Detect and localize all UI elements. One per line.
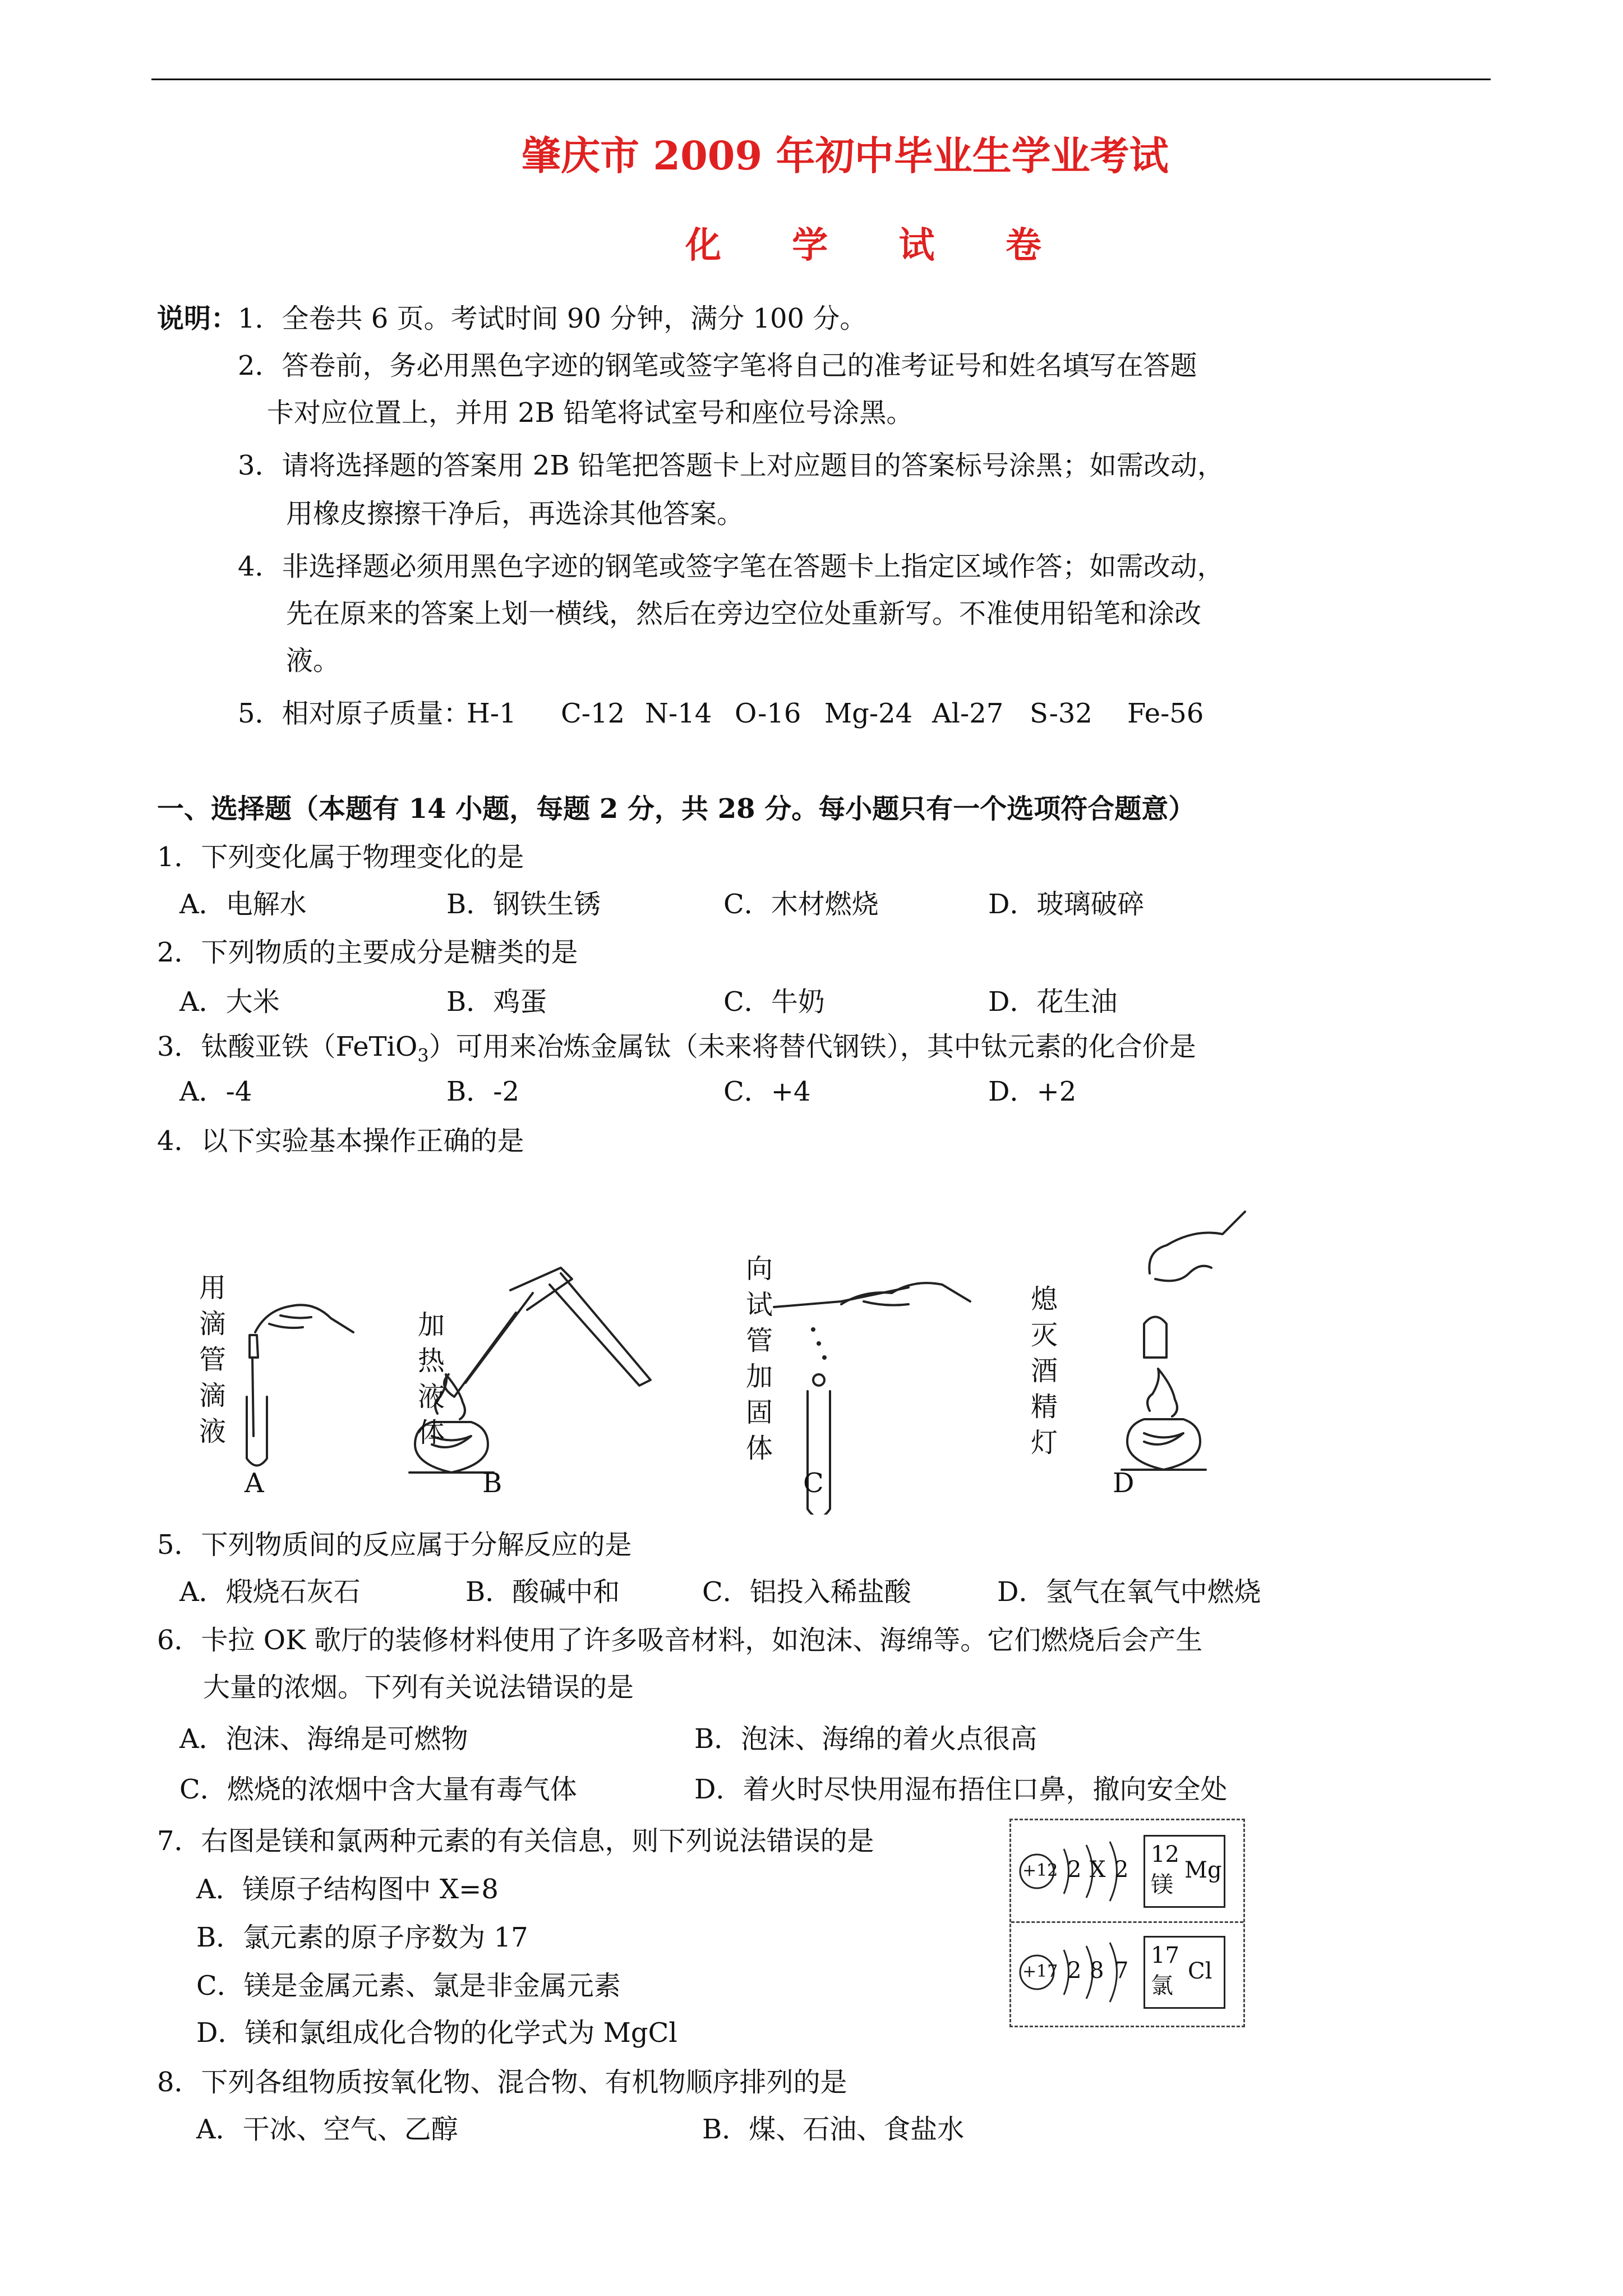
instruction-line: 用橡皮擦擦干净后，再选涂其他答案。 [286,498,744,530]
instruction-line: 1．全卷共 6 页。考试时间 90 分钟，满分 100 分。 [238,303,867,334]
question-stem: 5．下列物质间的反应属于分解反应的是 [157,1529,632,1561]
figure-d-drawing [1122,1212,1245,1470]
instruction-line: 4．非选择题必须用黑色字迹的钢笔或签字笔在答题卡上指定区域作答；如需改动， [238,551,1224,582]
cl-shell: 8 [1090,1958,1104,1984]
option-b: B．泡沫、海绵的着火点很高 [694,1723,1038,1755]
option-a: A．电解水 [179,889,307,920]
instruction-line: 3．请将选择题的答案用 2B 铅笔把答题卡上对应题目的答案标号涂黑；如需改动， [238,450,1224,481]
top-rule [151,79,1491,80]
question-stem: 4．以下实验基本操作正确的是 [157,1125,524,1157]
figure-b-caption: 加 热 液 体 [418,1309,445,1448]
cl-nucleus: +17 [1022,1962,1058,1981]
figure-a-drawing [247,1305,353,1465]
stem-text: 3．钛酸亚铁（FeTiO [157,1031,418,1062]
option-a: A．镁原子结构图中 X=8 [196,1874,499,1905]
option-c: C．牛奶 [723,986,825,1018]
mg-element-card [1144,1835,1225,1908]
question-stem: 1．下列变化属于物理变化的是 [157,841,524,873]
option-b: B．氯元素的原子序数为 17 [196,1922,528,1953]
figure-divider [1011,1921,1243,1923]
option-a: A．-4 [179,1076,252,1107]
option-b: B．-2 [446,1076,520,1107]
mg-atomic-number: 12 [1151,1842,1179,1867]
section-heading: 一、选择题（本题有 14 小题，每题 2 分，共 28 分。每小题只有一个选项符合题意） [157,793,1196,825]
stem-text: ）可用来冶炼金属钛（未来将替代钢铁），其中钛元素的化合价是 [428,1031,1196,1062]
instruction-line: 先在原来的答案上划一横线，然后在旁边空位处重新写。不准使用铅笔和涂改 [286,598,1202,629]
figure-c-letter: C [803,1467,824,1499]
option-d: D．氢气在氧气中燃烧 [997,1576,1261,1608]
question-stem-cont: 大量的浓烟。下列有关说法错误的是 [203,1672,634,1703]
figure-b-drawing [409,1268,651,1473]
atomic-mass: Fe-56 [1127,698,1204,729]
instruction-line: 卡对应位置上，并用 2B 铅笔将试室号和座位号涂黑。 [267,397,914,429]
option-c: C．铝投入稀盐酸 [702,1576,911,1608]
cl-name: 氯 [1151,1973,1173,1999]
atomic-mass: C-12 [561,698,625,729]
page-subtitle: 化 学 试 卷 [685,224,1071,266]
question-stem: 6．卡拉 OK 歌厅的装修材料使用了许多吸音材料，如泡沫、海绵等。它们燃烧后会产生 [157,1625,1203,1656]
atomic-mass: H-1 [467,698,517,729]
option-a: A．泡沫、海绵是可燃物 [179,1723,468,1755]
option-d: D．镁和氯组成化合物的化学式为 MgCl [196,2017,677,2049]
option-d: D．玻璃破碎 [988,889,1145,920]
mg-shell: 2 [1114,1857,1129,1883]
atomic-mass: Mg-24 [824,698,913,729]
cl-atomic-number: 17 [1151,1943,1179,1968]
atomic-mass: N-14 [645,698,712,729]
figure-c-caption: 向 试 管 加 固 体 [746,1253,773,1464]
figure-d-caption: 熄 灭 酒 精 灯 [1031,1283,1058,1458]
option-c: C．燃烧的浓烟中含大量有毒气体 [179,1774,577,1805]
option-c: C．+4 [723,1076,811,1107]
option-d: D．花生油 [988,986,1118,1018]
question-stem: 7．右图是镁和氯两种元素的有关信息，则下列说法错误的是 [157,1825,874,1857]
question-stem: 2．下列物质的主要成分是糖类的是 [157,937,578,968]
mg-nucleus: +12 [1022,1861,1058,1880]
subscript: 3 [417,1045,429,1066]
option-c: C．镁是金属元素、氯是非金属元素 [196,1970,621,2001]
mg-shell: X [1090,1857,1106,1883]
cl-shell: 7 [1114,1958,1129,1984]
instruction-line: 液。 [286,645,340,677]
page-title: 肇庆市 2009 年初中毕业生学业考试 [522,132,1169,179]
atomic-mass-label: 5．相对原子质量： [238,698,471,729]
cl-shell: 2 [1067,1958,1082,1984]
atomic-mass: S-32 [1030,698,1092,729]
option-d: D．着火时尽快用湿布捂住口鼻，撤向安全处 [694,1774,1228,1805]
option-a: A．干冰、空气、乙醇 [196,2114,458,2145]
cl-symbol: Cl [1188,1958,1212,1984]
element-info-figure [1009,1819,1245,2027]
mg-shell: 2 [1067,1857,1082,1883]
option-d: D．+2 [988,1076,1077,1107]
instructions-label: 说明： [157,303,238,334]
atomic-mass: O-16 [735,698,801,729]
mg-symbol: Mg [1184,1857,1222,1883]
instruction-line: 2．答卷前，务必用黑色字迹的钢笔或签字笔将自己的准考证号和姓名填写在答题 [238,350,1197,381]
option-a: A．煅烧石灰石 [179,1576,361,1608]
option-a: A．大米 [179,986,280,1018]
question-stem: 8．下列各组物质按氧化物、混合物、有机物顺序排列的是 [157,2067,847,2098]
figure-b-letter: B [482,1467,502,1499]
atomic-mass: Al-27 [932,698,1004,729]
mg-name: 镁 [1151,1872,1173,1898]
question-stem [157,1030,1196,1073]
option-c: C．木材燃烧 [723,889,879,920]
option-b: B．酸碱中和 [465,1576,620,1608]
figure-a-caption: 用 滴 管 滴 液 [199,1272,227,1447]
option-b: B．煤、石油、食盐水 [702,2114,965,2145]
option-b: B．钢铁生锈 [446,889,601,920]
figure-d-letter: D [1113,1467,1135,1499]
option-b: B．鸡蛋 [446,986,547,1018]
cl-element-card [1144,1936,1225,2009]
figure-a-letter: A [245,1467,264,1499]
